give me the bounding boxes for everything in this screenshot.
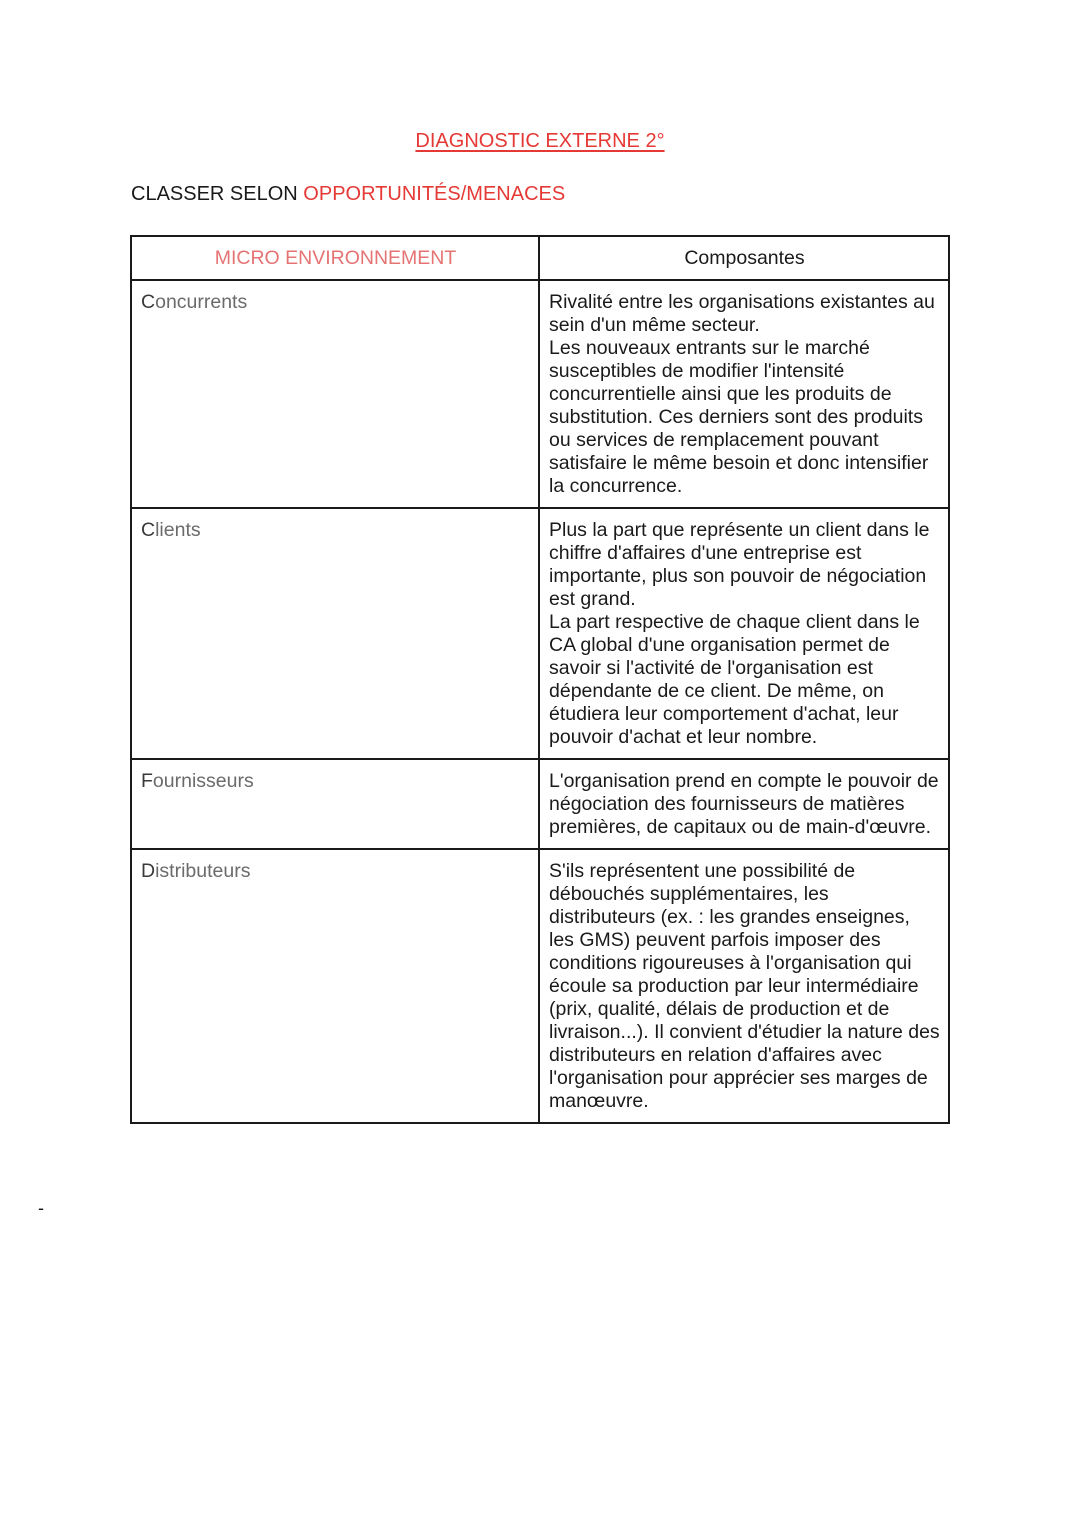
row-label-distributeurs: Distributeurs bbox=[131, 849, 539, 1123]
table-row bbox=[131, 759, 949, 849]
row-label-clients: Clients bbox=[131, 508, 539, 759]
table-header-row bbox=[131, 236, 949, 280]
stray-dash: - bbox=[38, 1198, 44, 1218]
instruction-line bbox=[131, 183, 565, 206]
header-composantes: Composantes bbox=[539, 236, 949, 280]
row-label-fournisseurs: Fournisseurs bbox=[131, 759, 539, 849]
instruction-prefix: CLASSER SELON bbox=[131, 183, 304, 205]
header-micro-environnement: MICRO ENVIRONNEMENT bbox=[131, 236, 539, 280]
row-description: Rivalité entre les organisations existantes au sein d'un même secteur. Les nouveaux entrants sur le marché susceptibles de modifier l'intensité concurrentielle ainsi que les produits de substitution. Ces derniers sont des produits ou services de remplacement pouvant satisfaire le même besoin et donc intensifier la concurrence. bbox=[539, 280, 949, 508]
row-description: L'organisation prend en compte le pouvoir de négociation des fournisseurs de matières premières, de capitaux ou de main-d'œuvre. bbox=[539, 759, 949, 849]
row-label-concurrents: Concurrents bbox=[131, 280, 539, 508]
table-body bbox=[131, 280, 949, 1123]
document-title: DIAGNOSTIC EXTERNE 2° bbox=[415, 130, 665, 152]
table-row bbox=[131, 508, 949, 759]
row-description: S'ils représentent une possibilité de débouchés supplémentaires, les distributeurs (ex. : les grandes enseignes, les GMS) peuvent parfois imposer des conditions rigoureuses à l'organisation qui écoule sa production par leur intermédiaire (prix, qualité, délais de production et de livraison...). Il convient d'étudier la nature des distributeurs en relation d'affaires avec l'organisation pour apprécier ses marges de manœuvre. bbox=[539, 849, 949, 1123]
row-description: Plus la part que représente un client dans le chiffre d'affaires d'une entreprise est importante, plus son pouvoir de négociation est grand. La part respective de chaque client dans le CA global d'une organisation permet de savoir si l'activité de l'organisation est dépendante de ce client. De même, on étudiera leur comportement d'achat, leur pouvoir d'achat et leur nombre. bbox=[539, 508, 949, 759]
instruction-accent: OPPORTUNITÉS/MENACES bbox=[303, 183, 566, 205]
micro-environment-table bbox=[130, 235, 950, 1124]
table-row bbox=[131, 849, 949, 1123]
table-row bbox=[131, 280, 949, 508]
